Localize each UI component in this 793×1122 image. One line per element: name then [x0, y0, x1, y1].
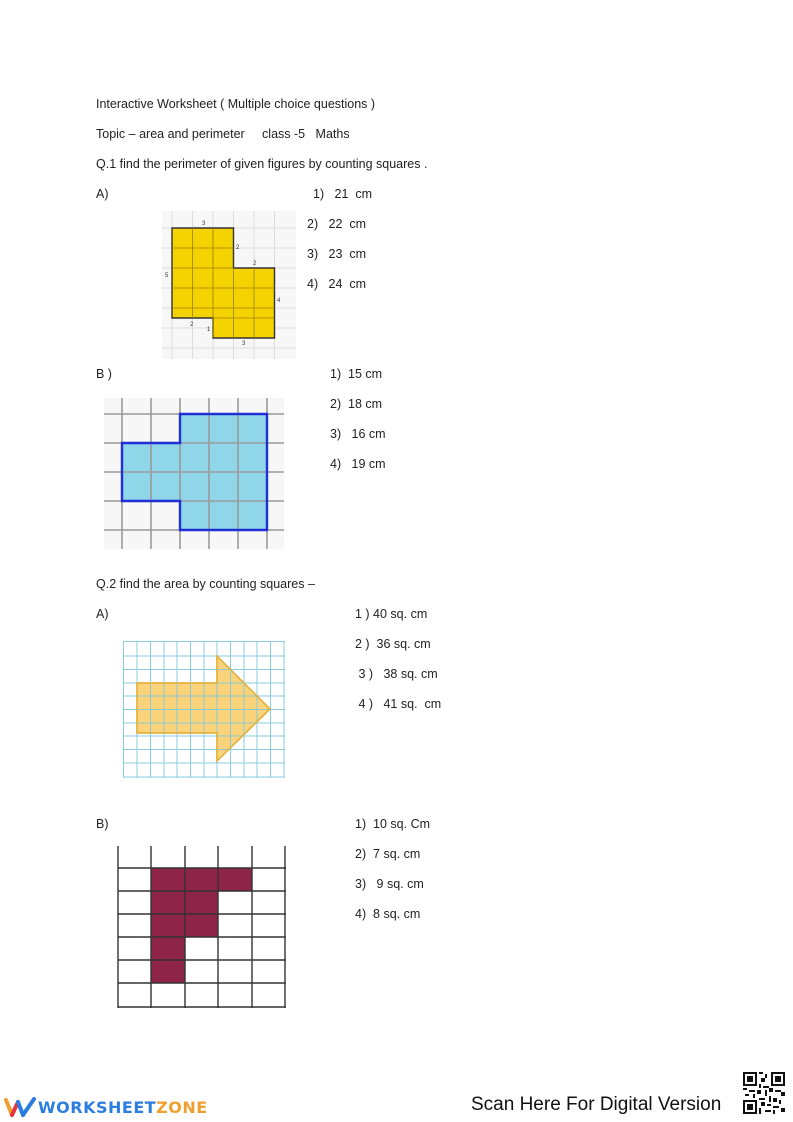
label-right: 4 [277, 298, 281, 304]
q2b-option-1[interactable]: 1) 10 sq. Cm [355, 817, 431, 831]
q2a-option-2[interactable]: 2 ) 36 sq. cm [355, 637, 431, 651]
label-top: 3 [202, 221, 206, 227]
qr-code-icon[interactable] [741, 1070, 787, 1116]
label-notch: 1 [207, 327, 211, 333]
q1b-option-4[interactable]: 4) 19 cm [330, 457, 386, 471]
q2a-option-3[interactable]: 3 ) 38 sq. cm [355, 667, 438, 681]
q1b-option-3[interactable]: 3) 16 cm [330, 427, 386, 441]
label-left: 5 [165, 273, 169, 279]
q1a-option-3[interactable]: 3) 23 cm [307, 247, 367, 261]
topic-line: Topic – area and perimeter class -5 Maths [96, 127, 350, 141]
worksheet-title: Interactive Worksheet ( Multiple choice questions ) [96, 97, 376, 111]
q1-prompt: Q.1 find the perimeter of given figures by counting squares . [96, 157, 428, 171]
worksheetzone-logo[interactable] [4, 1095, 208, 1119]
logo-w-icon [4, 1096, 38, 1118]
q1a-option-2[interactable]: 2) 22 cm [307, 217, 367, 231]
q1a-option-1[interactable]: 1) 21 cm [313, 187, 373, 201]
q2a-label: A) [96, 607, 109, 621]
label-bottom-left: 2 [190, 322, 194, 328]
q1b-label: B ) [96, 367, 112, 381]
q2a-option-1[interactable]: 1 ) 40 sq. cm [355, 607, 428, 621]
logo-text-worksheet: WORKSHEET [38, 1097, 157, 1117]
q1a-label: A) [96, 187, 109, 201]
q1a-figure [162, 211, 296, 359]
q2a-figure [123, 641, 285, 778]
q1b-option-2[interactable]: 2) 18 cm [330, 397, 383, 411]
label-bottom: 3 [242, 341, 246, 347]
q2b-option-3[interactable]: 3) 9 sq. cm [355, 877, 424, 891]
q2-prompt: Q.2 find the area by counting squares – [96, 577, 315, 591]
label-step: 2 [253, 261, 257, 267]
scan-here-text: Scan Here For Digital Version [471, 1094, 722, 1115]
q2b-option-4[interactable]: 4) 8 sq. cm [355, 907, 421, 921]
q2b-label: B) [96, 817, 109, 831]
q2a-option-4[interactable]: 4 ) 41 sq. cm [355, 697, 442, 711]
q1a-option-4[interactable]: 4) 24 cm [307, 277, 367, 291]
q1b-option-1[interactable]: 1) 15 cm [330, 367, 383, 381]
logo-text-zone: ZONE [156, 1097, 208, 1117]
q1b-figure [104, 398, 284, 549]
label-right-upper: 2 [236, 245, 240, 251]
q2b-option-2[interactable]: 2) 7 sq. cm [355, 847, 421, 861]
q2b-figure [116, 846, 288, 1010]
